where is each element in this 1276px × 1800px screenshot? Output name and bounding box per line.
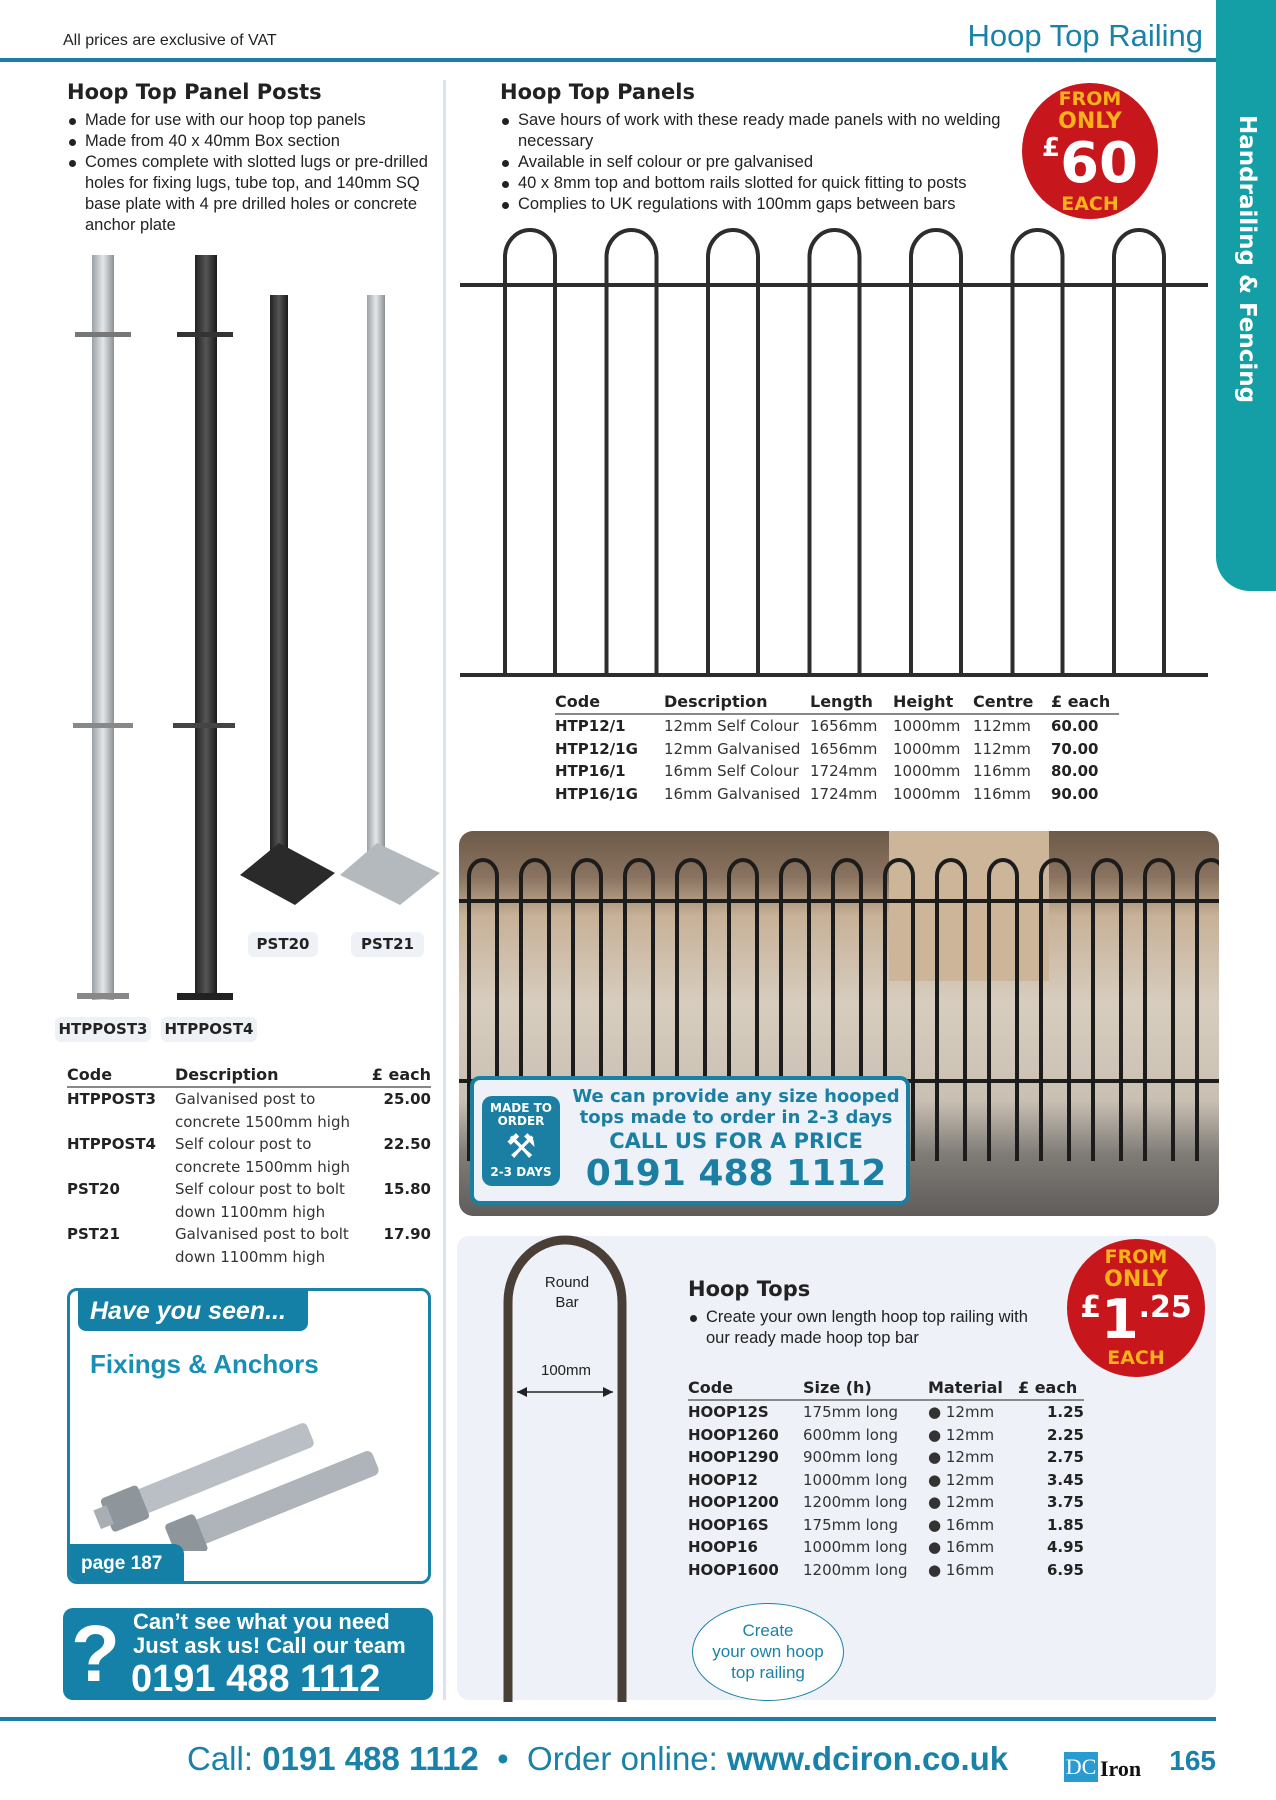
table-row xyxy=(688,1446,1084,1469)
col-height: Height xyxy=(893,692,973,714)
label-htppost4: HTPPOST4 xyxy=(161,1017,257,1042)
bottom-rule xyxy=(0,1717,1216,1721)
page-title: Hoop Top Railing xyxy=(967,18,1203,53)
material-dot-icon: ● xyxy=(928,1493,946,1511)
ask-us-box[interactable] xyxy=(63,1608,433,1700)
description: 175mm long xyxy=(803,1403,898,1421)
posts-bullets xyxy=(67,110,447,236)
col-code: Code xyxy=(688,1378,803,1400)
col-code: Code xyxy=(67,1065,175,1087)
fixings-title: Fixings & Anchors xyxy=(90,1349,319,1379)
description: 1000mm long xyxy=(803,1470,908,1489)
table-row xyxy=(688,1491,1084,1514)
code: HOOP16 xyxy=(688,1538,758,1556)
separator: • xyxy=(497,1740,509,1777)
material-dot-icon: ● xyxy=(928,1470,946,1489)
material: 12mm xyxy=(945,1493,995,1511)
code: HOOP1290 xyxy=(688,1448,779,1466)
table-row xyxy=(688,1424,1084,1447)
length: 1656mm xyxy=(810,717,878,735)
photo-hoop xyxy=(937,860,965,1161)
table-row xyxy=(555,760,1119,783)
table-row xyxy=(688,1559,1084,1582)
hoop-tops-table xyxy=(688,1378,1084,1581)
table-row xyxy=(688,1536,1084,1559)
hoop-tops-title: Hoop Tops xyxy=(688,1277,811,1301)
page-187-link[interactable]: page 187 xyxy=(67,1544,184,1584)
col-material: Material xyxy=(928,1378,1018,1400)
centre: 116mm xyxy=(973,784,1031,803)
bullet: Comes complete with slotted lugs or pre-drilled holes for fixing lugs, tube top, and 140mm SQ base plate with 4 pre drilled holes or concrete anchor plate xyxy=(67,152,447,236)
length xyxy=(928,1400,1018,1424)
hoop-bar xyxy=(1013,230,1063,675)
table-row xyxy=(688,1514,1084,1537)
hoop-panel-drawing xyxy=(458,222,1210,682)
footer-phone[interactable]: 0191 488 1112 xyxy=(262,1740,479,1777)
pst21-image xyxy=(340,295,440,905)
length xyxy=(928,1491,1018,1514)
badge-each: EACH xyxy=(1061,193,1119,215)
material: 16mm xyxy=(945,1515,995,1534)
col-description: Description xyxy=(664,692,810,714)
badge-decimal: .25 xyxy=(1138,1290,1192,1325)
badge-only: ONLY xyxy=(1104,1267,1168,1292)
bullet: Complies to UK regulations with 100mm gaps between bars xyxy=(500,194,1005,215)
centre: 116mm xyxy=(973,762,1031,780)
have-you-seen-box[interactable] xyxy=(67,1288,431,1584)
have-you-seen-heading: Have you seen... xyxy=(78,1291,308,1331)
price: 22.50 xyxy=(383,1135,431,1153)
price: 17.90 xyxy=(383,1225,431,1243)
col-length: Length xyxy=(810,692,893,714)
width-label: 100mm xyxy=(540,1362,592,1379)
badge-line: MADE TO xyxy=(490,1101,552,1115)
hoop-tops-bullets xyxy=(688,1307,1028,1349)
material: 12mm xyxy=(945,1425,995,1444)
col-centre: Centre xyxy=(973,692,1051,714)
hoop-bar xyxy=(505,230,555,675)
htppost4-image xyxy=(173,255,235,1000)
length: 1656mm xyxy=(810,739,878,758)
price: 60.00 xyxy=(1051,717,1099,735)
hoop-bar xyxy=(810,230,860,675)
hoop-bar xyxy=(911,230,961,675)
code: HOOP1260 xyxy=(688,1425,779,1444)
posts-title: Hoop Top Panel Posts xyxy=(67,80,322,104)
made-phone[interactable]: 0191 488 1112 xyxy=(585,1153,887,1194)
col-description: Description xyxy=(175,1065,365,1087)
code: HTPPOST4 xyxy=(67,1135,156,1153)
posts-image xyxy=(55,245,445,1005)
material: 16mm xyxy=(945,1560,995,1579)
material-dot-icon: ● xyxy=(928,1538,946,1556)
posts-table xyxy=(67,1065,431,1268)
table-row xyxy=(555,738,1119,761)
code: HOOP16S xyxy=(688,1515,769,1534)
material-dot-icon: ● xyxy=(928,1560,946,1579)
centre: 112mm xyxy=(973,717,1031,735)
length: 1724mm xyxy=(810,762,878,780)
create-your-own-bubble xyxy=(692,1603,844,1701)
table-header xyxy=(688,1378,1084,1400)
table-row xyxy=(67,1133,431,1178)
code: HTP16/1G xyxy=(555,784,638,803)
height: 1000mm xyxy=(893,739,961,758)
badge-currency: £ xyxy=(1041,133,1061,163)
table-row xyxy=(688,1469,1084,1492)
price: 80.00 xyxy=(1051,762,1099,780)
description: 1200mm long xyxy=(803,1493,908,1511)
label-htppost3: HTPPOST3 xyxy=(55,1017,151,1042)
bullet: 40 x 8mm top and bottom rails slotted for quick fitting to posts xyxy=(500,173,1005,194)
badge-each: EACH xyxy=(1107,1347,1165,1369)
bullet: Made from 40 x 40mm Box section xyxy=(67,131,447,152)
bullet: Save hours of work with these ready made panels with no welding necessary xyxy=(500,110,1005,152)
height: 3.45 xyxy=(1046,1470,1084,1489)
description: 1000mm long xyxy=(803,1538,908,1556)
made-line3: CALL US FOR A PRICE xyxy=(609,1129,863,1153)
label-pst21: PST21 xyxy=(351,932,424,957)
col-size: Size (h) xyxy=(803,1378,928,1400)
centre: 112mm xyxy=(973,739,1031,758)
vat-note: All prices are exclusive of VAT xyxy=(63,32,277,49)
price: 90.00 xyxy=(1051,784,1099,803)
price-badge-60 xyxy=(1022,83,1158,219)
length xyxy=(928,1424,1018,1447)
material-dot-icon: ● xyxy=(928,1515,946,1534)
made-to-order-box xyxy=(470,1076,910,1205)
material: 12mm xyxy=(945,1470,995,1489)
round-bar-label xyxy=(530,1273,604,1313)
height: 2.75 xyxy=(1046,1448,1084,1466)
label-line: Round xyxy=(544,1274,590,1291)
code: HOOP1200 xyxy=(688,1493,779,1511)
material-dot-icon: ● xyxy=(928,1425,946,1444)
page-number: 165 xyxy=(1169,1745,1216,1776)
col-price: £ each xyxy=(1018,1378,1084,1400)
price: 70.00 xyxy=(1051,739,1099,758)
description: Self colour post to concrete 1500mm high xyxy=(175,1135,350,1176)
height: 1.85 xyxy=(1046,1515,1084,1534)
tools-icon: ⚒ xyxy=(505,1127,537,1167)
description: 12mm Self Colour xyxy=(664,717,799,735)
panels-table xyxy=(555,692,1119,805)
photo-hoop xyxy=(1093,860,1121,1161)
ask-phone[interactable]: 0191 488 1112 xyxy=(131,1658,381,1700)
length xyxy=(928,1469,1018,1492)
bullet: Available in self colour or pre galvanised xyxy=(500,152,1005,173)
ask-line2: Just ask us! Call our team xyxy=(133,1633,406,1658)
badge-from: FROM xyxy=(1058,88,1122,110)
col-code: Code xyxy=(555,692,664,714)
panels-title: Hoop Top Panels xyxy=(500,80,695,104)
badge-currency: £ xyxy=(1080,1290,1102,1325)
logo-dc: DC xyxy=(1064,1752,1098,1782)
top-rule xyxy=(0,58,1216,62)
bullet: Made for use with our hoop top panels xyxy=(67,110,447,131)
length xyxy=(928,1446,1018,1469)
made-line2: tops made to order in 2-3 days xyxy=(579,1107,893,1128)
photo-hoop xyxy=(1145,860,1173,1161)
material: 16mm xyxy=(945,1538,995,1556)
table-row xyxy=(67,1087,431,1133)
photo-hoop xyxy=(989,860,1017,1161)
bubble-line: Create xyxy=(742,1621,794,1640)
code: HOOP1600 xyxy=(688,1560,779,1579)
table-row xyxy=(555,714,1119,738)
made-line1: We can provide any size hooped xyxy=(572,1086,900,1107)
question-icon: ? xyxy=(71,1609,120,1698)
col-price: £ each xyxy=(365,1065,431,1087)
code: HTP16/1 xyxy=(555,762,626,780)
table-header xyxy=(67,1065,431,1087)
code: HOOP12S xyxy=(688,1403,769,1421)
badge-from: FROM xyxy=(1104,1246,1168,1268)
description: 600mm long xyxy=(803,1425,898,1444)
photo-hoop xyxy=(1041,860,1069,1161)
description: 1200mm long xyxy=(803,1560,908,1579)
table-row xyxy=(688,1400,1084,1424)
col-price: £ each xyxy=(1051,692,1119,714)
description: Galvanised post to concrete 1500mm high xyxy=(175,1090,350,1131)
description: Self colour post to bolt down 1100mm high xyxy=(175,1180,345,1221)
length xyxy=(928,1514,1018,1537)
length: 1724mm xyxy=(810,784,878,803)
height: 6.95 xyxy=(1046,1560,1084,1579)
section-tab-label: Handrailing & Fencing xyxy=(1234,115,1260,404)
height: 4.95 xyxy=(1046,1538,1084,1556)
badge-whole: 1 xyxy=(1101,1288,1139,1351)
table-row xyxy=(67,1178,431,1223)
height: 1000mm xyxy=(893,784,961,803)
code: HTP12/1 xyxy=(555,717,626,735)
description: 16mm Galvanised xyxy=(664,784,801,803)
description: Galvanised post to bolt down 1100mm high xyxy=(175,1225,349,1266)
hoop-bar xyxy=(1114,230,1164,675)
code: HTP12/1G xyxy=(555,739,638,758)
badge-price: 60 xyxy=(1060,131,1139,196)
description: 16mm Self Colour xyxy=(664,762,799,780)
code: PST20 xyxy=(67,1180,120,1198)
height: 3.75 xyxy=(1046,1493,1084,1511)
panels-bullets xyxy=(500,110,1005,215)
price: 25.00 xyxy=(383,1090,431,1108)
material-dot-icon: ● xyxy=(928,1448,946,1466)
height: 1000mm xyxy=(893,762,961,780)
order-label: Order online: xyxy=(527,1740,718,1777)
ask-line1: Can’t see what you need xyxy=(133,1609,390,1634)
height: 1.25 xyxy=(1046,1403,1084,1421)
height: 2.25 xyxy=(1046,1425,1084,1444)
badge-line: ORDER xyxy=(497,1114,545,1128)
anchors-image xyxy=(80,1391,420,1551)
price-badge-125 xyxy=(1067,1239,1205,1377)
description: 900mm long xyxy=(803,1448,898,1466)
code: PST21 xyxy=(67,1225,120,1243)
logo-iron: Iron xyxy=(1100,1756,1142,1781)
badge-only: ONLY xyxy=(1058,109,1122,134)
fence-photo xyxy=(459,831,1219,1216)
bubble-line: top railing xyxy=(731,1663,805,1682)
material: 12mm xyxy=(945,1448,995,1466)
table-row xyxy=(555,783,1119,806)
description: 175mm long xyxy=(803,1515,898,1534)
hoop-bar xyxy=(708,230,758,675)
material: 12mm xyxy=(945,1403,995,1421)
hoop-bar xyxy=(607,230,657,675)
badge-line: 2-3 DAYS xyxy=(490,1165,552,1179)
code: HTPPOST3 xyxy=(67,1090,156,1108)
price: 15.80 xyxy=(383,1180,431,1198)
table-row xyxy=(67,1223,431,1268)
code: HOOP12 xyxy=(688,1470,758,1489)
made-to-order-badge xyxy=(482,1096,560,1186)
call-label: Call: xyxy=(187,1740,254,1777)
table-header xyxy=(555,692,1119,714)
material-dot-icon: ● xyxy=(928,1403,946,1421)
height: 1000mm xyxy=(893,717,961,735)
length xyxy=(928,1559,1018,1582)
label-line: Bar xyxy=(555,1294,579,1311)
description: 12mm Galvanised xyxy=(664,739,801,758)
section-tab[interactable] xyxy=(1216,0,1276,591)
footer-contact xyxy=(187,1740,1008,1778)
photo-hoop xyxy=(1197,860,1219,1161)
label-pst20: PST20 xyxy=(248,932,318,957)
bullet: Create your own length hoop top railing with our ready made hoop top bar xyxy=(688,1307,1028,1349)
htppost3-image xyxy=(73,255,133,1000)
pst20-image xyxy=(240,295,335,905)
footer-url[interactable]: www.dciron.co.uk xyxy=(726,1740,1009,1777)
bubble-line: your own hoop xyxy=(712,1642,824,1661)
length xyxy=(928,1536,1018,1559)
